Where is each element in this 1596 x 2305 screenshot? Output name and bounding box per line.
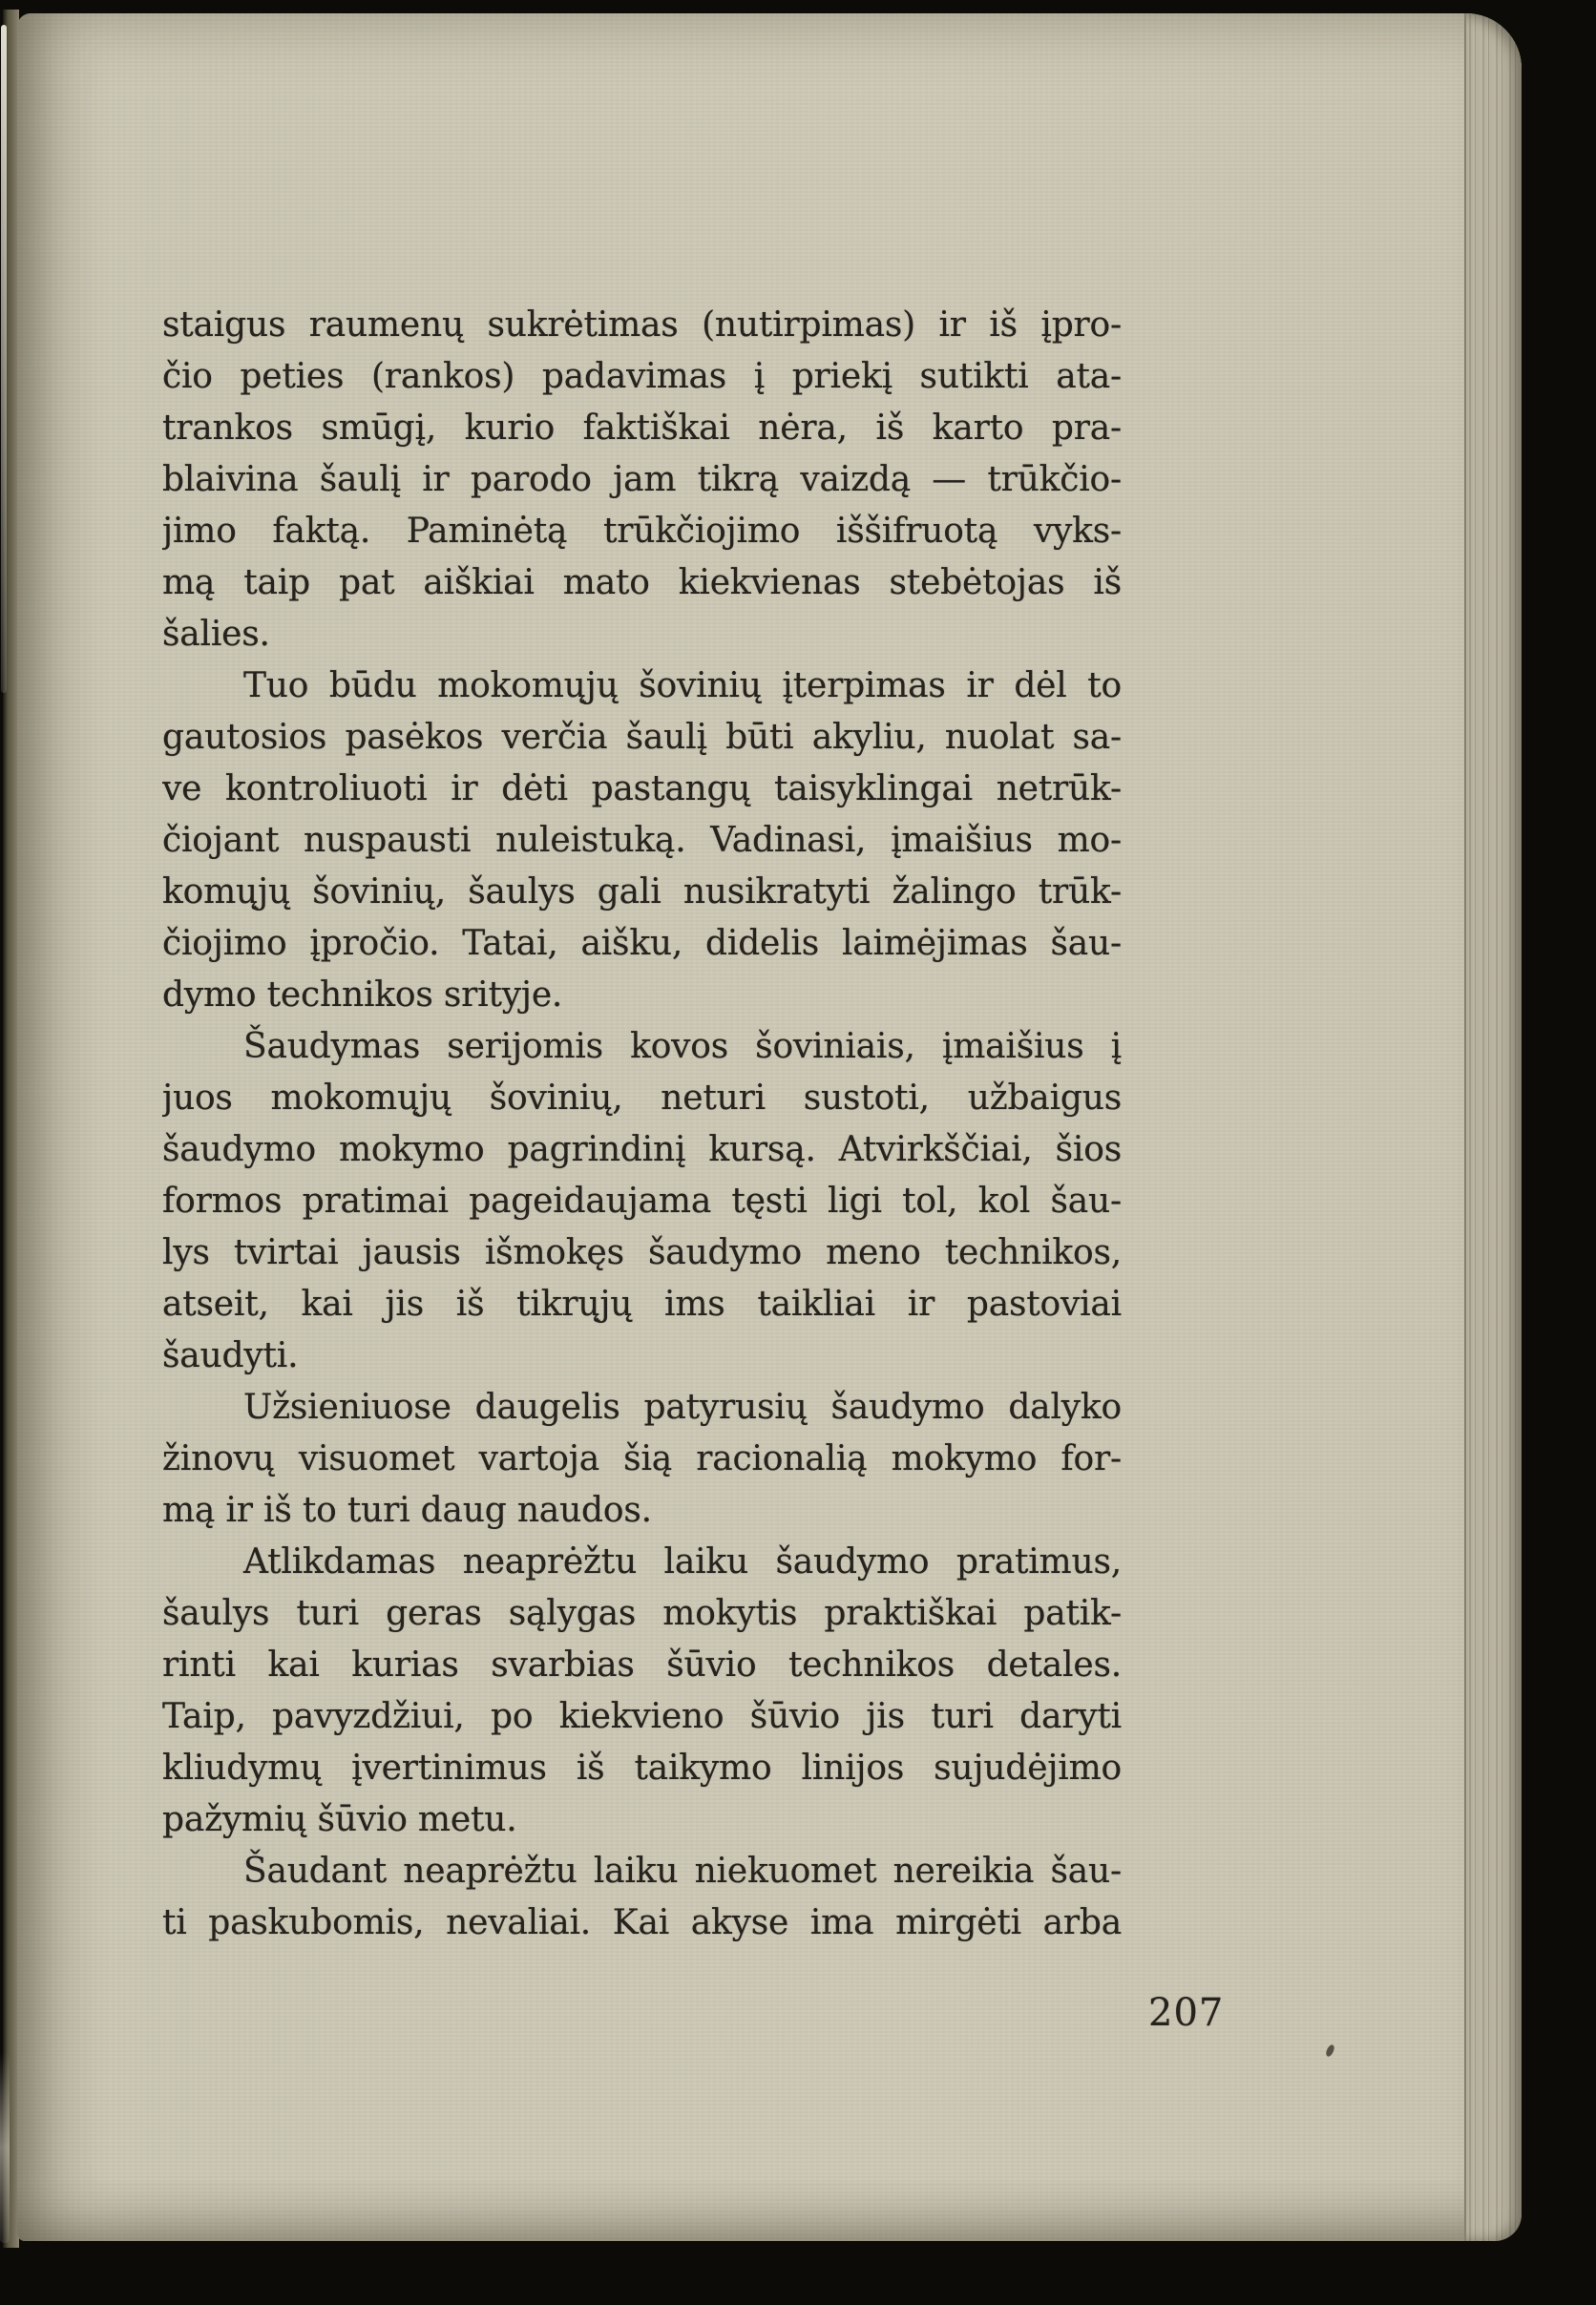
paragraph <box>162 1021 1122 1382</box>
text-line: ve kontroliuoti ir dėti pastangų taisyklingai netrūk- <box>162 769 1122 808</box>
text-line: šaudyti. <box>162 1336 299 1375</box>
text-line: Šaudymas serijomis kovos šoviniais, įmaišius į <box>243 1027 1122 1066</box>
text-line: mą ir iš to turi daug naudos. <box>162 1491 652 1530</box>
scan-edge-artifact-bottom <box>0 2052 10 2243</box>
text-line: Užsieniuose daugelis patyrusių šaudymo dalyko <box>243 1388 1122 1427</box>
text-line: čio peties (rankos) padavimas į priekį sutikti ata- <box>162 357 1122 396</box>
text-line: Atlikdamas neaprėžtu laiku šaudymo pratimus, <box>243 1542 1122 1582</box>
text-column <box>162 300 1122 1949</box>
text-line: Šaudant neaprėžtu laiku niekuomet nereikia šau- <box>243 1852 1122 1891</box>
page-stack-edge <box>1464 13 1522 2241</box>
paragraph <box>162 1537 1122 1846</box>
text-line: čiojimo įpročio. Tatai, aišku, didelis laimėjimas šau- <box>162 924 1122 963</box>
ink-speck <box>1325 2043 1335 2058</box>
text-line: gautosios pasėkos verčia šaulį būti akyliu, nuolat sa- <box>162 718 1122 757</box>
text-line: komųjų šovinių, šaulys gali nusikratyti žalingo trūk- <box>162 872 1122 912</box>
text-line: šaudymo mokymo pagrindinį kursą. Atvirkščiai, šios <box>162 1130 1122 1169</box>
text-line: pažymių šūvio metu. <box>162 1800 517 1839</box>
paragraph <box>162 660 1122 1021</box>
text-line: trankos smūgį, kurio faktiškai nėra, iš karto pra- <box>162 409 1122 448</box>
paragraph <box>162 1846 1122 1949</box>
text-line: šalies. <box>162 615 270 654</box>
book-page <box>17 13 1522 2241</box>
paragraph <box>162 300 1122 660</box>
text-line: lys tvirtai jausis išmokęs šaudymo meno technikos, <box>162 1233 1122 1272</box>
paragraph <box>162 1382 1122 1537</box>
text-line: staigus raumenų sukrėtimas (nutirpimas) ir iš įpro- <box>162 305 1122 345</box>
text-line: mą taip pat aiškiai mato kiekvienas stebėtojas iš <box>162 563 1122 602</box>
text-line: Tuo būdu mokomųjų šovinių įterpimas ir dėl to <box>243 666 1122 705</box>
text-line: blaivina šaulį ir parodo jam tikrą vaizdą — trūkčio- <box>162 460 1122 499</box>
text-line: Taip, pavyzdžiui, po kiekvieno šūvio jis turi daryti <box>162 1697 1122 1736</box>
page-number: 207 <box>1148 1991 1225 2035</box>
scan-edge-artifact-top <box>1 25 7 693</box>
text-line: dymo technikos srityje. <box>162 975 563 1015</box>
text-line: kliudymų įvertinimus iš taikymo linijos sujudėjimo <box>162 1749 1122 1788</box>
text-line: formos pratimai pageidaujama tęsti ligi tol, kol šau- <box>162 1182 1122 1221</box>
text-line: ti paskubomis, nevaliai. Kai akyse ima mirgėti arba <box>162 1903 1122 1942</box>
text-line: atseit, kai jis iš tikrųjų ims taikliai ir pastoviai <box>162 1285 1122 1324</box>
text-line: rinti kai kurias svarbias šūvio technikos detales. <box>162 1645 1122 1685</box>
text-line: žinovų visuomet vartoja šią racionalią mokymo for- <box>162 1439 1122 1478</box>
text-line: čiojant nuspausti nuleistuką. Vadinasi, įmaišius mo- <box>162 821 1122 860</box>
text-line: juos mokomųjų šovinių, neturi sustoti, užbaigus <box>162 1079 1122 1118</box>
text-line: šaulys turi geras sąlygas mokytis praktiškai patik- <box>162 1594 1122 1633</box>
text-line: jimo faktą. Paminėtą trūkčiojimo iššifruotą vyks- <box>162 512 1122 551</box>
